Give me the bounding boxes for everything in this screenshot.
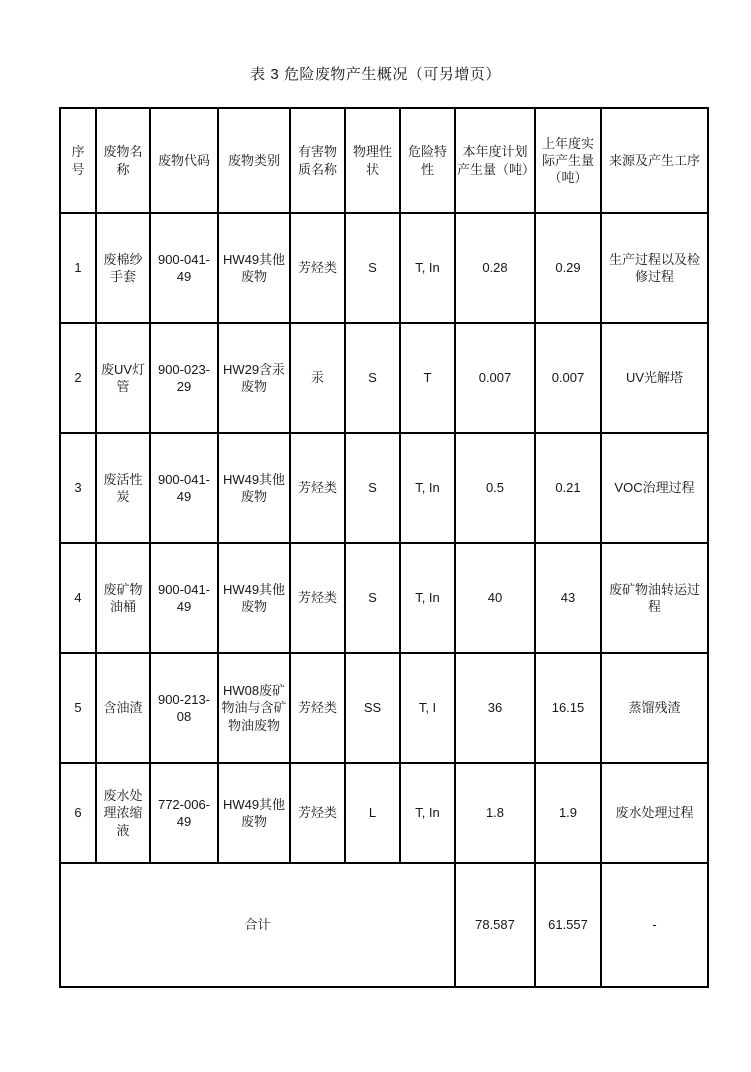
cell-waste-code: 772-006-49: [150, 763, 218, 863]
cell-physical-state: S: [345, 213, 400, 323]
table-row: [60, 763, 708, 863]
column-header-serial-number: 序号: [60, 108, 96, 213]
cell-planned: 36: [455, 653, 535, 763]
cell-waste-name: 废棉纱手套: [96, 213, 150, 323]
total-row: [60, 863, 708, 987]
cell-serial: 4: [60, 543, 96, 653]
cell-serial: 1: [60, 213, 96, 323]
cell-actual: 0.29: [535, 213, 601, 323]
column-header-hazard-characteristics: 危险特性: [400, 108, 455, 213]
cell-substance: 芳烃类: [290, 763, 345, 863]
cell-waste-code: 900-041-49: [150, 543, 218, 653]
cell-physical-state: SS: [345, 653, 400, 763]
column-header-waste-name: 废物名称: [96, 108, 150, 213]
cell-actual: 43: [535, 543, 601, 653]
column-header-hazardous-substance: 有害物质名称: [290, 108, 345, 213]
cell-hazard: T, In: [400, 213, 455, 323]
cell-planned: 0.007: [455, 323, 535, 433]
cell-actual: 0.007: [535, 323, 601, 433]
cell-serial: 2: [60, 323, 96, 433]
cell-actual: 0.21: [535, 433, 601, 543]
hazardous-waste-table: [59, 107, 709, 988]
cell-waste-code: 900-041-49: [150, 213, 218, 323]
cell-waste-name: 废水处理浓缩液: [96, 763, 150, 863]
cell-serial: 3: [60, 433, 96, 543]
cell-hazard: T, In: [400, 763, 455, 863]
cell-waste-code: 900-023-29: [150, 323, 218, 433]
cell-waste-category: HW49其他废物: [218, 543, 290, 653]
cell-physical-state: S: [345, 543, 400, 653]
cell-waste-code: 900-213-08: [150, 653, 218, 763]
cell-source: UV光解塔: [601, 323, 708, 433]
table-title: 表 3 危险废物产生概况（可另增页）: [250, 66, 501, 83]
cell-hazard: T: [400, 323, 455, 433]
column-header-waste-code: 废物代码: [150, 108, 218, 213]
cell-substance: 芳烃类: [290, 433, 345, 543]
cell-planned: 40: [455, 543, 535, 653]
cell-substance: 芳烃类: [290, 213, 345, 323]
cell-hazard: T, In: [400, 543, 455, 653]
cell-waste-category: HW29含汞废物: [218, 323, 290, 433]
cell-waste-name: 废活性炭: [96, 433, 150, 543]
cell-waste-name: 含油渣: [96, 653, 150, 763]
cell-planned: 0.5: [455, 433, 535, 543]
table-row: [60, 323, 708, 433]
cell-waste-category: HW08废矿物油与含矿物油废物: [218, 653, 290, 763]
cell-waste-name: 废矿物油桶: [96, 543, 150, 653]
total-label-cell: 合计: [60, 863, 455, 987]
table-row: [60, 433, 708, 543]
cell-waste-category: HW49其他废物: [218, 213, 290, 323]
cell-waste-category: HW49其他废物: [218, 763, 290, 863]
cell-actual: 1.9: [535, 763, 601, 863]
cell-hazard: T, In: [400, 433, 455, 543]
table-row: [60, 653, 708, 763]
cell-physical-state: S: [345, 433, 400, 543]
cell-serial: 6: [60, 763, 96, 863]
cell-source: 蒸馏残渣: [601, 653, 708, 763]
cell-waste-code: 900-041-49: [150, 433, 218, 543]
cell-source: 生产过程以及检修过程: [601, 213, 708, 323]
cell-source: VOC治理过程: [601, 433, 708, 543]
cell-source: 废矿物油转运过程: [601, 543, 708, 653]
column-header-actual-amount: 上年度实际产生量（吨）: [535, 108, 601, 213]
cell-planned: 1.8: [455, 763, 535, 863]
cell-actual: 16.15: [535, 653, 601, 763]
column-header-planned-amount: 本年度计划产生量（吨）: [455, 108, 535, 213]
cell-substance: 汞: [290, 323, 345, 433]
column-header-physical-state: 物理性状: [345, 108, 400, 213]
cell-physical-state: L: [345, 763, 400, 863]
total-source-cell: -: [601, 863, 708, 987]
cell-physical-state: S: [345, 323, 400, 433]
column-header-source-process: 来源及产生工序: [601, 108, 708, 213]
cell-serial: 5: [60, 653, 96, 763]
cell-source: 废水处理过程: [601, 763, 708, 863]
header-row: [60, 108, 708, 213]
cell-waste-category: HW49其他废物: [218, 433, 290, 543]
cell-substance: 芳烃类: [290, 653, 345, 763]
table-row: [60, 213, 708, 323]
total-planned-cell: 78.587: [455, 863, 535, 987]
table-row: [60, 543, 708, 653]
cell-hazard: T, I: [400, 653, 455, 763]
cell-waste-name: 废UV灯管: [96, 323, 150, 433]
column-header-waste-category: 废物类别: [218, 108, 290, 213]
total-actual-cell: 61.557: [535, 863, 601, 987]
cell-planned: 0.28: [455, 213, 535, 323]
cell-substance: 芳烃类: [290, 543, 345, 653]
